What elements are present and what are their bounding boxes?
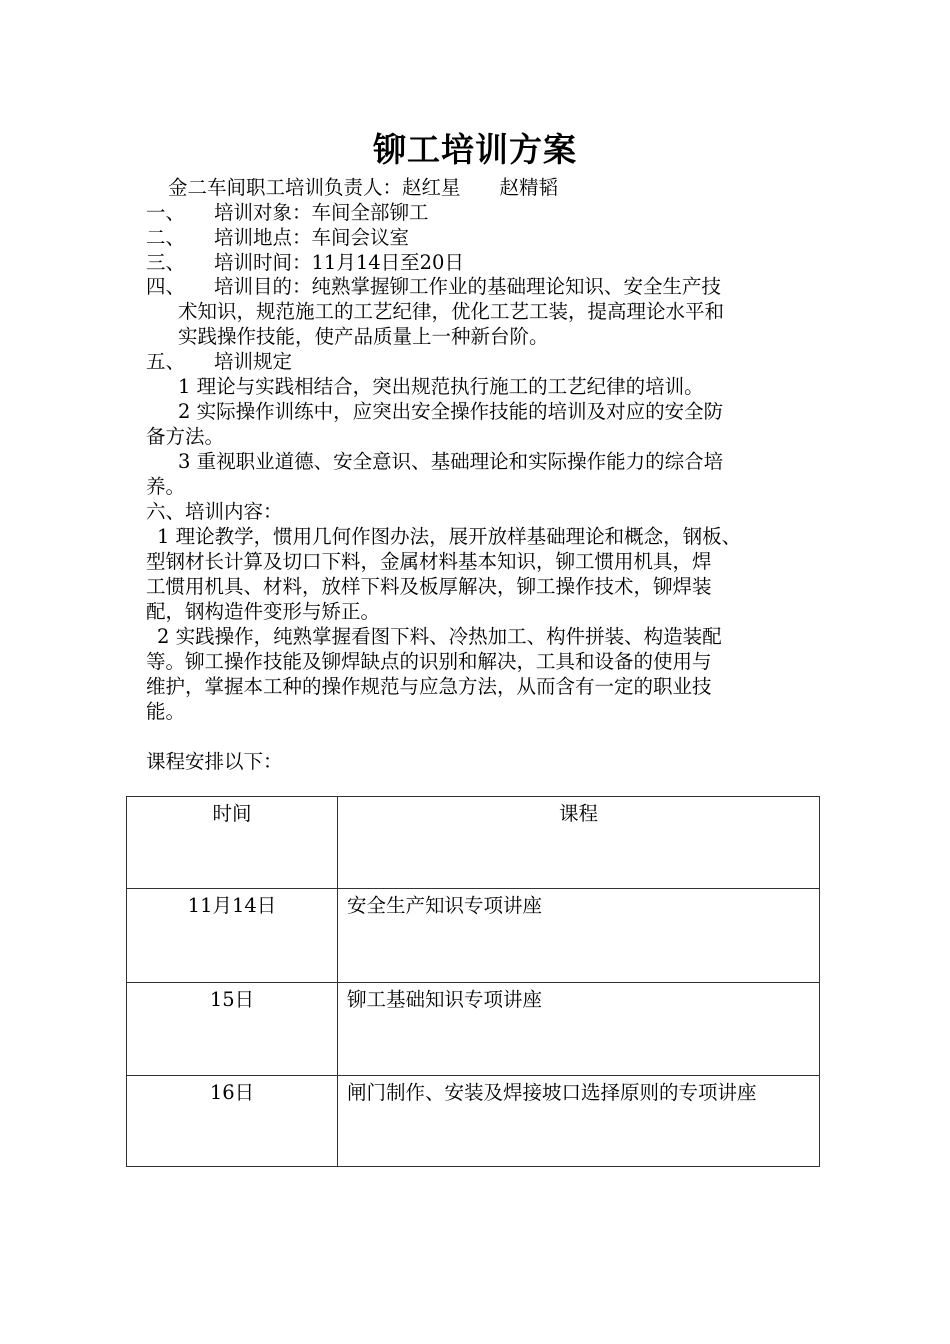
rule-3: 3 重视职业道德、安全意识、基础理论和实际操作能力的综合培	[178, 450, 724, 473]
rule-3-continuation: 养。	[146, 475, 186, 498]
content-2-line: 维护，掌握本工种的操作规范与应急方法，从而含有一定的职业技	[146, 675, 712, 698]
cell-course: 闸门制作、安装及焊接坡口选择原则的专项讲座	[338, 1076, 820, 1167]
schedule-intro: 课程安排以下：	[146, 750, 283, 773]
item-text: 培训对象：车间全部铆工	[214, 201, 429, 224]
item-text: 培训目的：纯熟掌握铆工作业的基础理论知识、安全生产技	[214, 275, 722, 298]
item-time	[146, 250, 464, 275]
schedule-table	[126, 796, 820, 1167]
cell-course: 安全生产知识专项讲座	[338, 889, 820, 983]
rule-2: 2 实际操作训练中，应突出安全操作技能的培训及对应的安全防	[178, 400, 724, 423]
item-text: 培训地点：车间会议室	[214, 226, 410, 249]
content-1-line: 1 理论教学，惯用几何作图办法，展开放样基础理论和概念，钢板、	[157, 525, 742, 548]
header-course: 课程	[338, 797, 820, 889]
item-number: 一、	[146, 201, 186, 224]
item-location	[146, 225, 409, 250]
purpose-continuation: 实践操作技能，使产品质量上一种新台阶。	[178, 325, 549, 348]
content-1-line: 配，钢构造件变形与矫正。	[146, 600, 381, 623]
item-number: 三、	[146, 251, 186, 274]
item-number: 二、	[146, 226, 186, 249]
content-2-line: 2 实践操作，纯熟掌握看图下料、冷热加工、构件拼装、构造装配	[157, 625, 722, 648]
rules-heading	[146, 349, 292, 374]
item-purpose	[146, 274, 721, 299]
cell-date: 15日	[127, 983, 338, 1076]
rule-1: 1 理论与实践相结合，突出规范执行施工的工艺纪律的培训。	[178, 375, 704, 398]
table-row	[127, 889, 820, 983]
table-row	[127, 1076, 820, 1167]
cell-course: 铆工基础知识专项讲座	[338, 983, 820, 1076]
purpose-continuation: 术知识，规范施工的工艺纪律，优化工艺工装，提高理论水平和	[178, 300, 725, 323]
cell-date: 16日	[127, 1076, 338, 1167]
header-time: 时间	[127, 797, 338, 889]
content-2-line: 等。铆工操作技能及铆焊缺点的识别和解决，工具和设备的使用与	[146, 650, 712, 673]
cell-date: 11月14日	[127, 889, 338, 983]
rule-2-continuation: 备方法。	[146, 425, 225, 448]
document-title: 铆工培训方案	[373, 130, 577, 169]
table-row	[127, 983, 820, 1076]
item-text: 培训规定	[214, 350, 293, 373]
content-2-line: 能。	[146, 700, 186, 723]
table-header-row	[127, 797, 820, 889]
content-1-line: 工惯用机具、材料，放样下料及板厚解决，铆工操作技术，铆焊装	[146, 575, 712, 598]
item-target	[146, 200, 429, 225]
content-heading: 六、培训内容：	[146, 500, 283, 523]
responsible-line: 金二车间职工培训负责人：赵红星 赵精韬	[168, 176, 559, 199]
item-text: 培训时间：11月14日至20日	[214, 251, 464, 274]
item-number: 四、	[146, 275, 186, 298]
content-1-line: 型钢材长计算及切口下料，金属材料基本知识，铆工惯用机具，焊	[146, 550, 712, 573]
item-number: 五、	[146, 350, 186, 373]
